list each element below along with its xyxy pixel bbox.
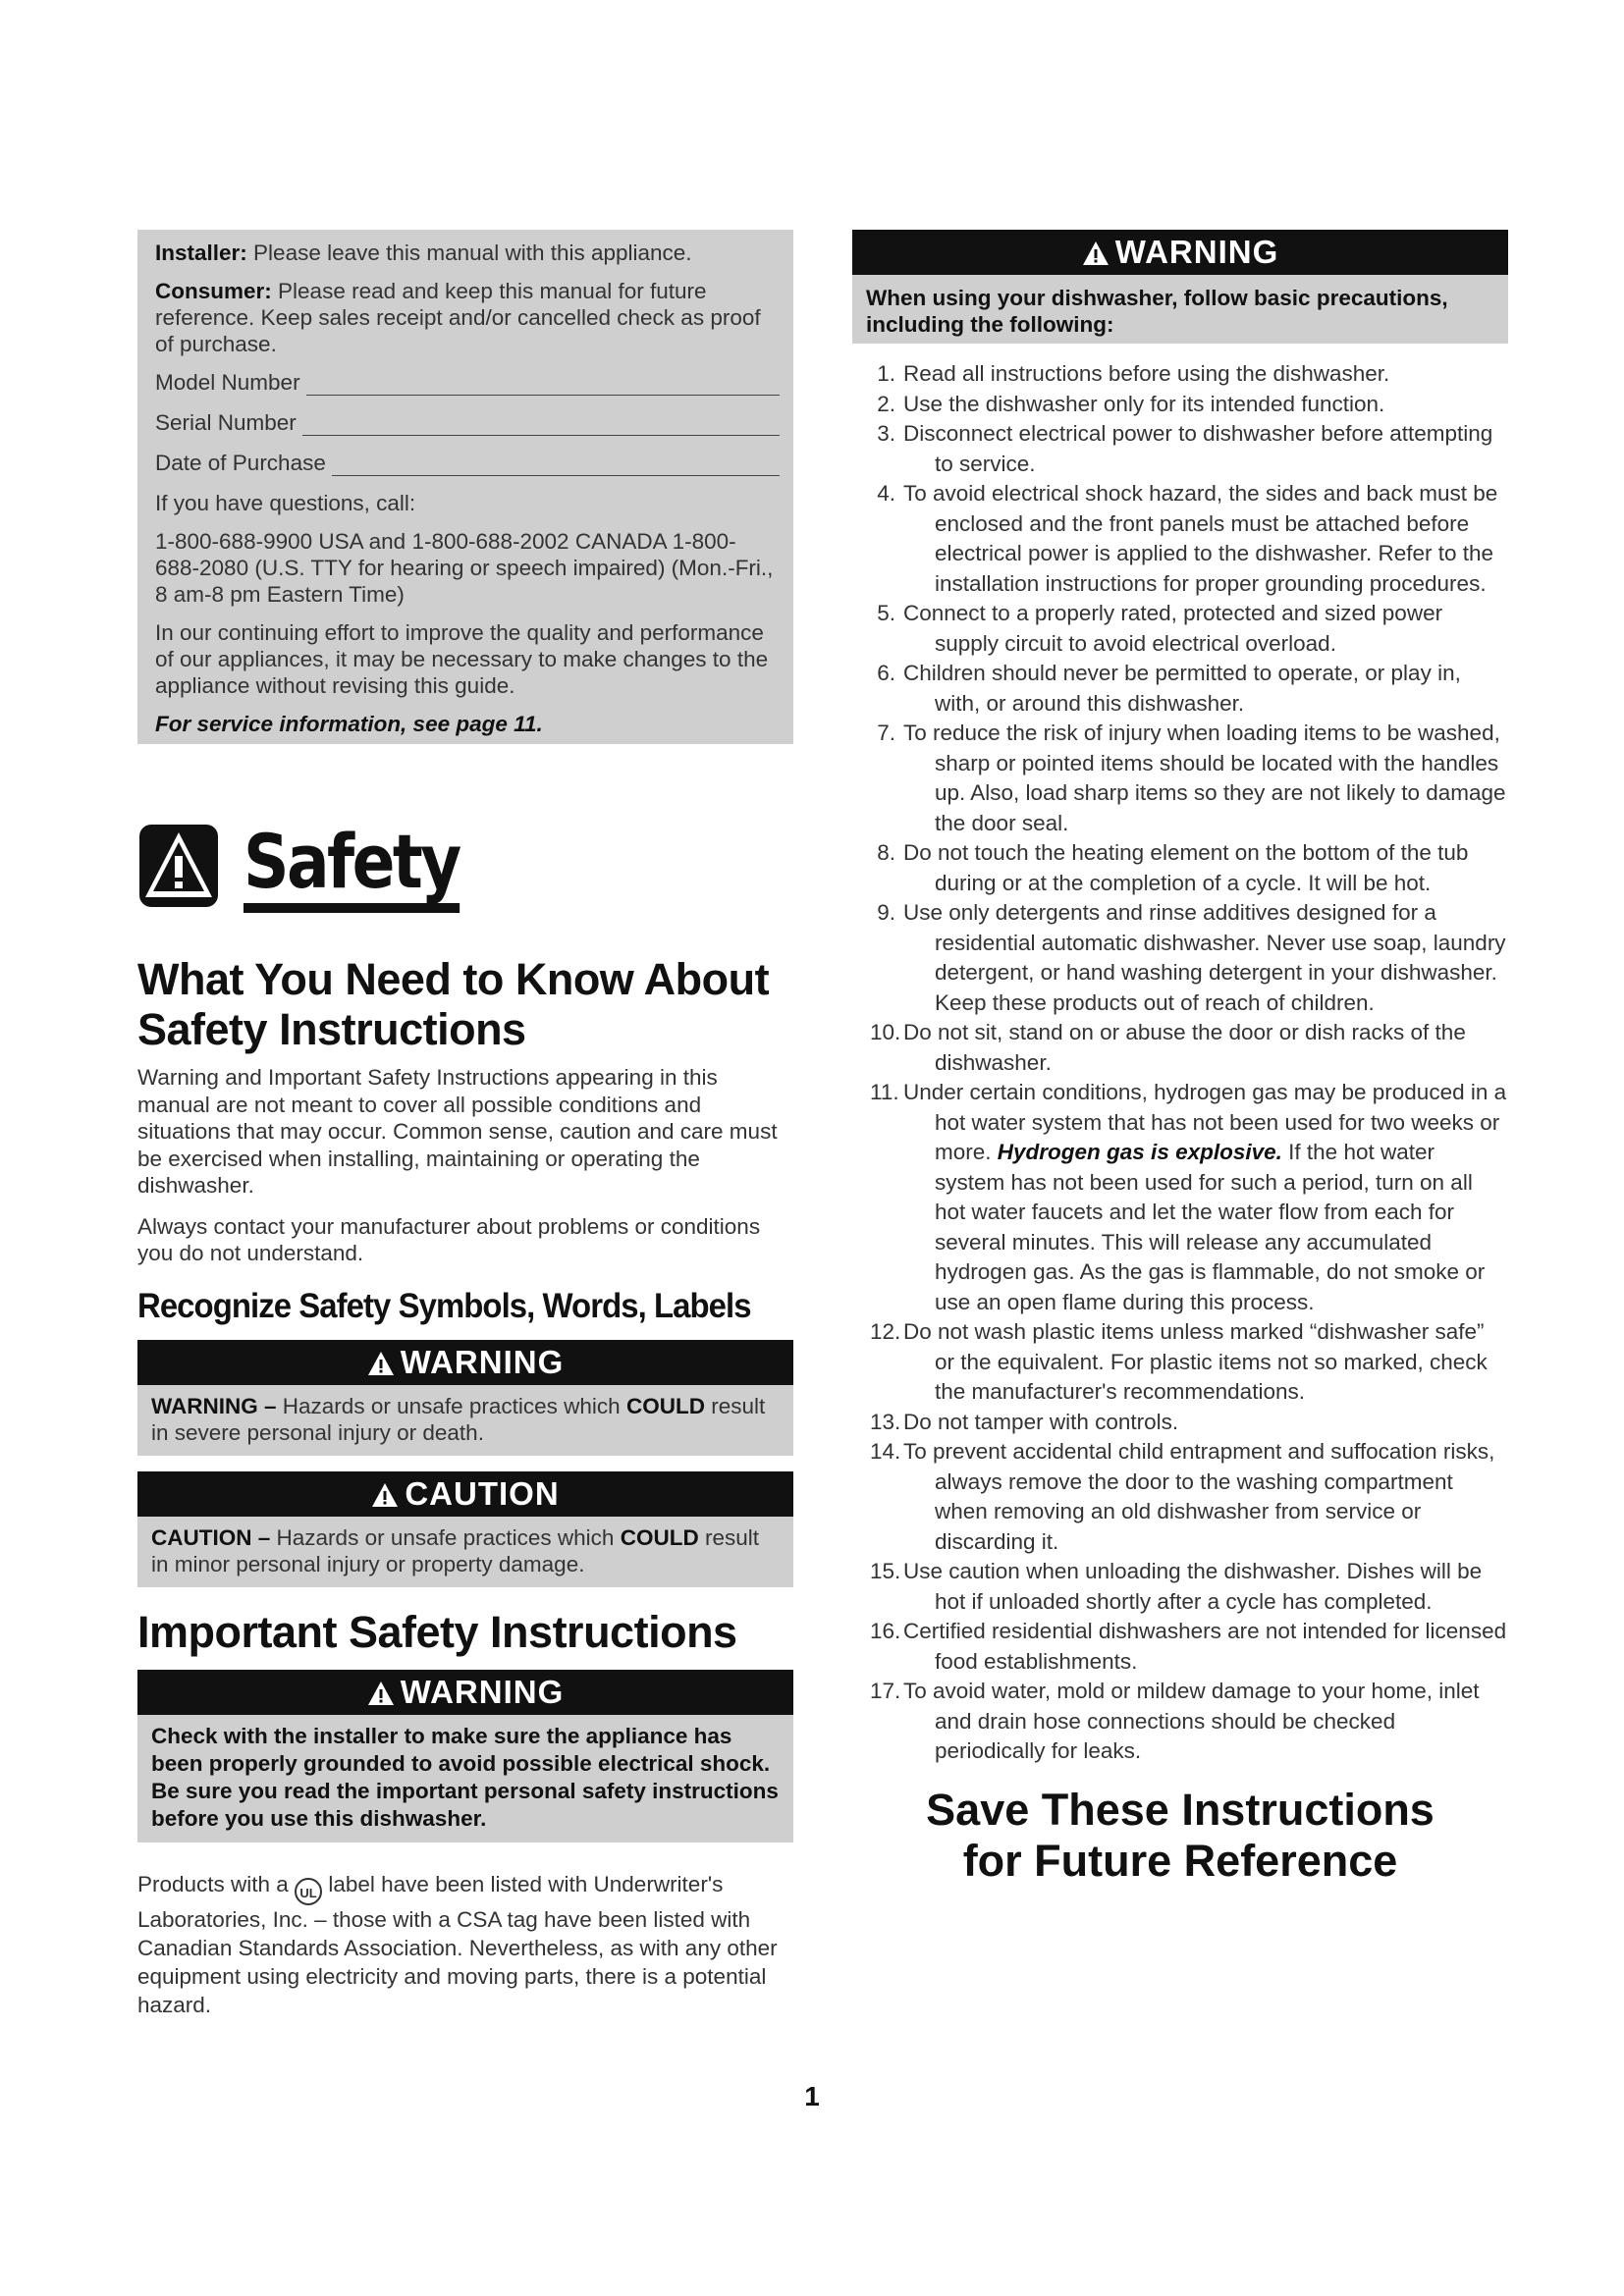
- precautions-list: [852, 359, 1508, 1767]
- model-number-field: Model Number: [155, 369, 780, 396]
- model-number-line: [306, 375, 780, 396]
- intro-paragraph: Warning and Important Safety Instructions appearing in this manual are not meant to cover all possible conditions and situations that may occur. Common sense, caution and care must be exercised when installing, maintaining or operating the dishwasher.: [137, 1065, 778, 1198]
- warning-signal-box: [137, 1340, 793, 1456]
- phone-text: 1-800-688-9900 USA and 1-800-688-2002 CANADA 1-800-688-2080 (U.S. TTY for hearing or speech impaired) (Mon.-Fri., 8 am-8 pm Eastern Time): [155, 529, 774, 607]
- list-item: 15. Use caution when unloading the dishwasher. Dishes will be hot if unloaded shortly after a cycle has completed.: [870, 1559, 1483, 1614]
- basic-precautions-intro: When using your dishwasher, follow basic precautions, including the following:: [866, 286, 1448, 337]
- save-instructions: Save These Instructions for Future Reference: [926, 1784, 1435, 1886]
- caution-signal-box: [137, 1471, 793, 1587]
- safety-title: Safety: [244, 825, 460, 913]
- list-item: 7. To reduce the risk of injury when loading items to be washed, sharp or pointed items should be located with the handles up. Also, load sharp items so they are not likely to damage the door seal.: [877, 721, 1506, 835]
- important-warning-bar: WARNING: [137, 1670, 793, 1715]
- caution-definition: CAUTION – Hazards or unsafe practices which COULD result in minor personal injury or property damage.: [151, 1524, 759, 1576]
- alert-triangle-icon: [367, 1351, 395, 1376]
- caution-bar: CAUTION: [137, 1471, 793, 1517]
- list-item: 8. Do not touch the heating element on the bottom of the tub during or at the completion of a cycle. It will be hot.: [877, 840, 1469, 895]
- list-item: 14. To prevent accidental child entrapment and suffocation risks, always remove the door to the washing compartment when removing an old dishwasher from service or discarding it.: [870, 1439, 1495, 1554]
- products-paragraph: Products with a UL label have been listed with Underwriter's Laboratories, Inc. – those with a CSA tag have been listed with Canadian Standards Association. Nevertheless, as with any other equipment using electricity and moving parts, there is a potential hazard.: [137, 1871, 778, 2017]
- right-column: [852, 230, 1508, 1887]
- important-warning-text: Check with the installer to make sure the appliance has been properly grounded to avoid possible electrical shock. Be sure you read the important personal safety instructions before you use this dishwasher.: [151, 1723, 779, 1831]
- what-you-need-heading: What You Need to Know About Safety Instructions: [137, 954, 770, 1054]
- list-item: 9. Use only detergents and rinse additives designed for a residential automatic dishwasher. Never use soap, laundry detergent, or hand washing detergent in your dishwasher. Keep these products out of reach of children.: [877, 900, 1506, 1015]
- symbols-heading: Recognize Safety Symbols, Words, Labels: [137, 1286, 751, 1325]
- alert-triangle-icon: [367, 1681, 395, 1706]
- service-text: For service information, see page 11.: [155, 712, 543, 736]
- list-item: 10. Do not sit, stand on or abuse the door or dish racks of the dishwasher.: [870, 1020, 1466, 1075]
- list-item: 17. To avoid water, mold or mildew damage to your home, inlet and drain hose connections should be checked periodically for leaks.: [870, 1679, 1480, 1763]
- list-item: 6. Children should never be permitted to operate, or play in, with, or around this dishwasher.: [877, 661, 1461, 716]
- list-item: 11. Under certain conditions, hydrogen gas may be produced in a hot water system that has not been used for two weeks or more. Hydrogen gas is explosive. If the hot water system has not been used for such a period, turn on all hot water faucets and let the water flow from each for several minutes. This will release any accumulated hydrogen gas. As the gas is flammable, do not smoke or use an open flame during this process.: [870, 1080, 1507, 1314]
- basic-warning-bar: WARNING: [852, 230, 1508, 275]
- info-box: [137, 230, 793, 744]
- date-of-purchase-field: Date of Purchase: [155, 450, 780, 476]
- ul-logo-icon: UL: [295, 1878, 322, 1905]
- list-item: 16. Certified residential dishwashers are not intended for licensed food establishments.: [870, 1619, 1507, 1674]
- left-column: [137, 230, 793, 2041]
- list-item: 5. Connect to a properly rated, protected and sized power supply circuit to avoid electrical overload.: [877, 601, 1443, 656]
- serial-number-field: Serial Number: [155, 409, 780, 436]
- important-warning-box: [137, 1670, 793, 1842]
- page-number: 1: [804, 2081, 820, 2111]
- warning-bar: WARNING: [137, 1340, 793, 1385]
- list-item: 4. To avoid electrical shock hazard, the sides and back must be enclosed and the front panels must be attached before electrical power is applied to the dishwasher. Refer to the installation instructions for proper grounding procedures.: [877, 481, 1498, 596]
- questions-text: If you have questions, call:: [155, 491, 416, 515]
- effort-text: In our continuing effort to improve the quality and performance of our appliances, it may be necessary to make changes to the appliance without revising this guide.: [155, 620, 769, 698]
- alert-triangle-icon: [1082, 240, 1110, 266]
- warning-triangle-icon: [137, 815, 220, 913]
- date-of-purchase-line: [332, 455, 780, 476]
- safety-header: [137, 795, 793, 913]
- important-heading: Important Safety Instructions: [137, 1606, 737, 1657]
- list-item: 3. Disconnect electrical power to dishwasher before attempting to service.: [877, 421, 1493, 476]
- warning-definition: WARNING – Hazards or unsafe practices which COULD result in severe personal injury or death.: [151, 1393, 766, 1445]
- alert-triangle-icon: [371, 1482, 399, 1508]
- list-item: 2. Use the dishwasher only for its intended function.: [877, 391, 1385, 416]
- list-item: 12. Do not wash plastic items unless marked “dishwasher safe” or the equivalent. For plastic items not so marked, check the manufacturer's recommendations.: [870, 1319, 1488, 1404]
- installer-note: Installer: Please leave this manual with this appliance.: [155, 240, 692, 265]
- list-item: 13. Do not tamper with controls.: [870, 1409, 1179, 1434]
- basic-precautions-box: [852, 230, 1508, 344]
- list-item: 1. Read all instructions before using the dishwasher.: [877, 361, 1390, 386]
- consumer-note: Consumer: Please read and keep this manual for future reference. Keep sales receipt and/or cancelled check as proof of purchase.: [155, 279, 761, 356]
- contact-paragraph: Always contact your manufacturer about problems or conditions you do not understand.: [137, 1213, 761, 1265]
- serial-number-line: [302, 415, 780, 436]
